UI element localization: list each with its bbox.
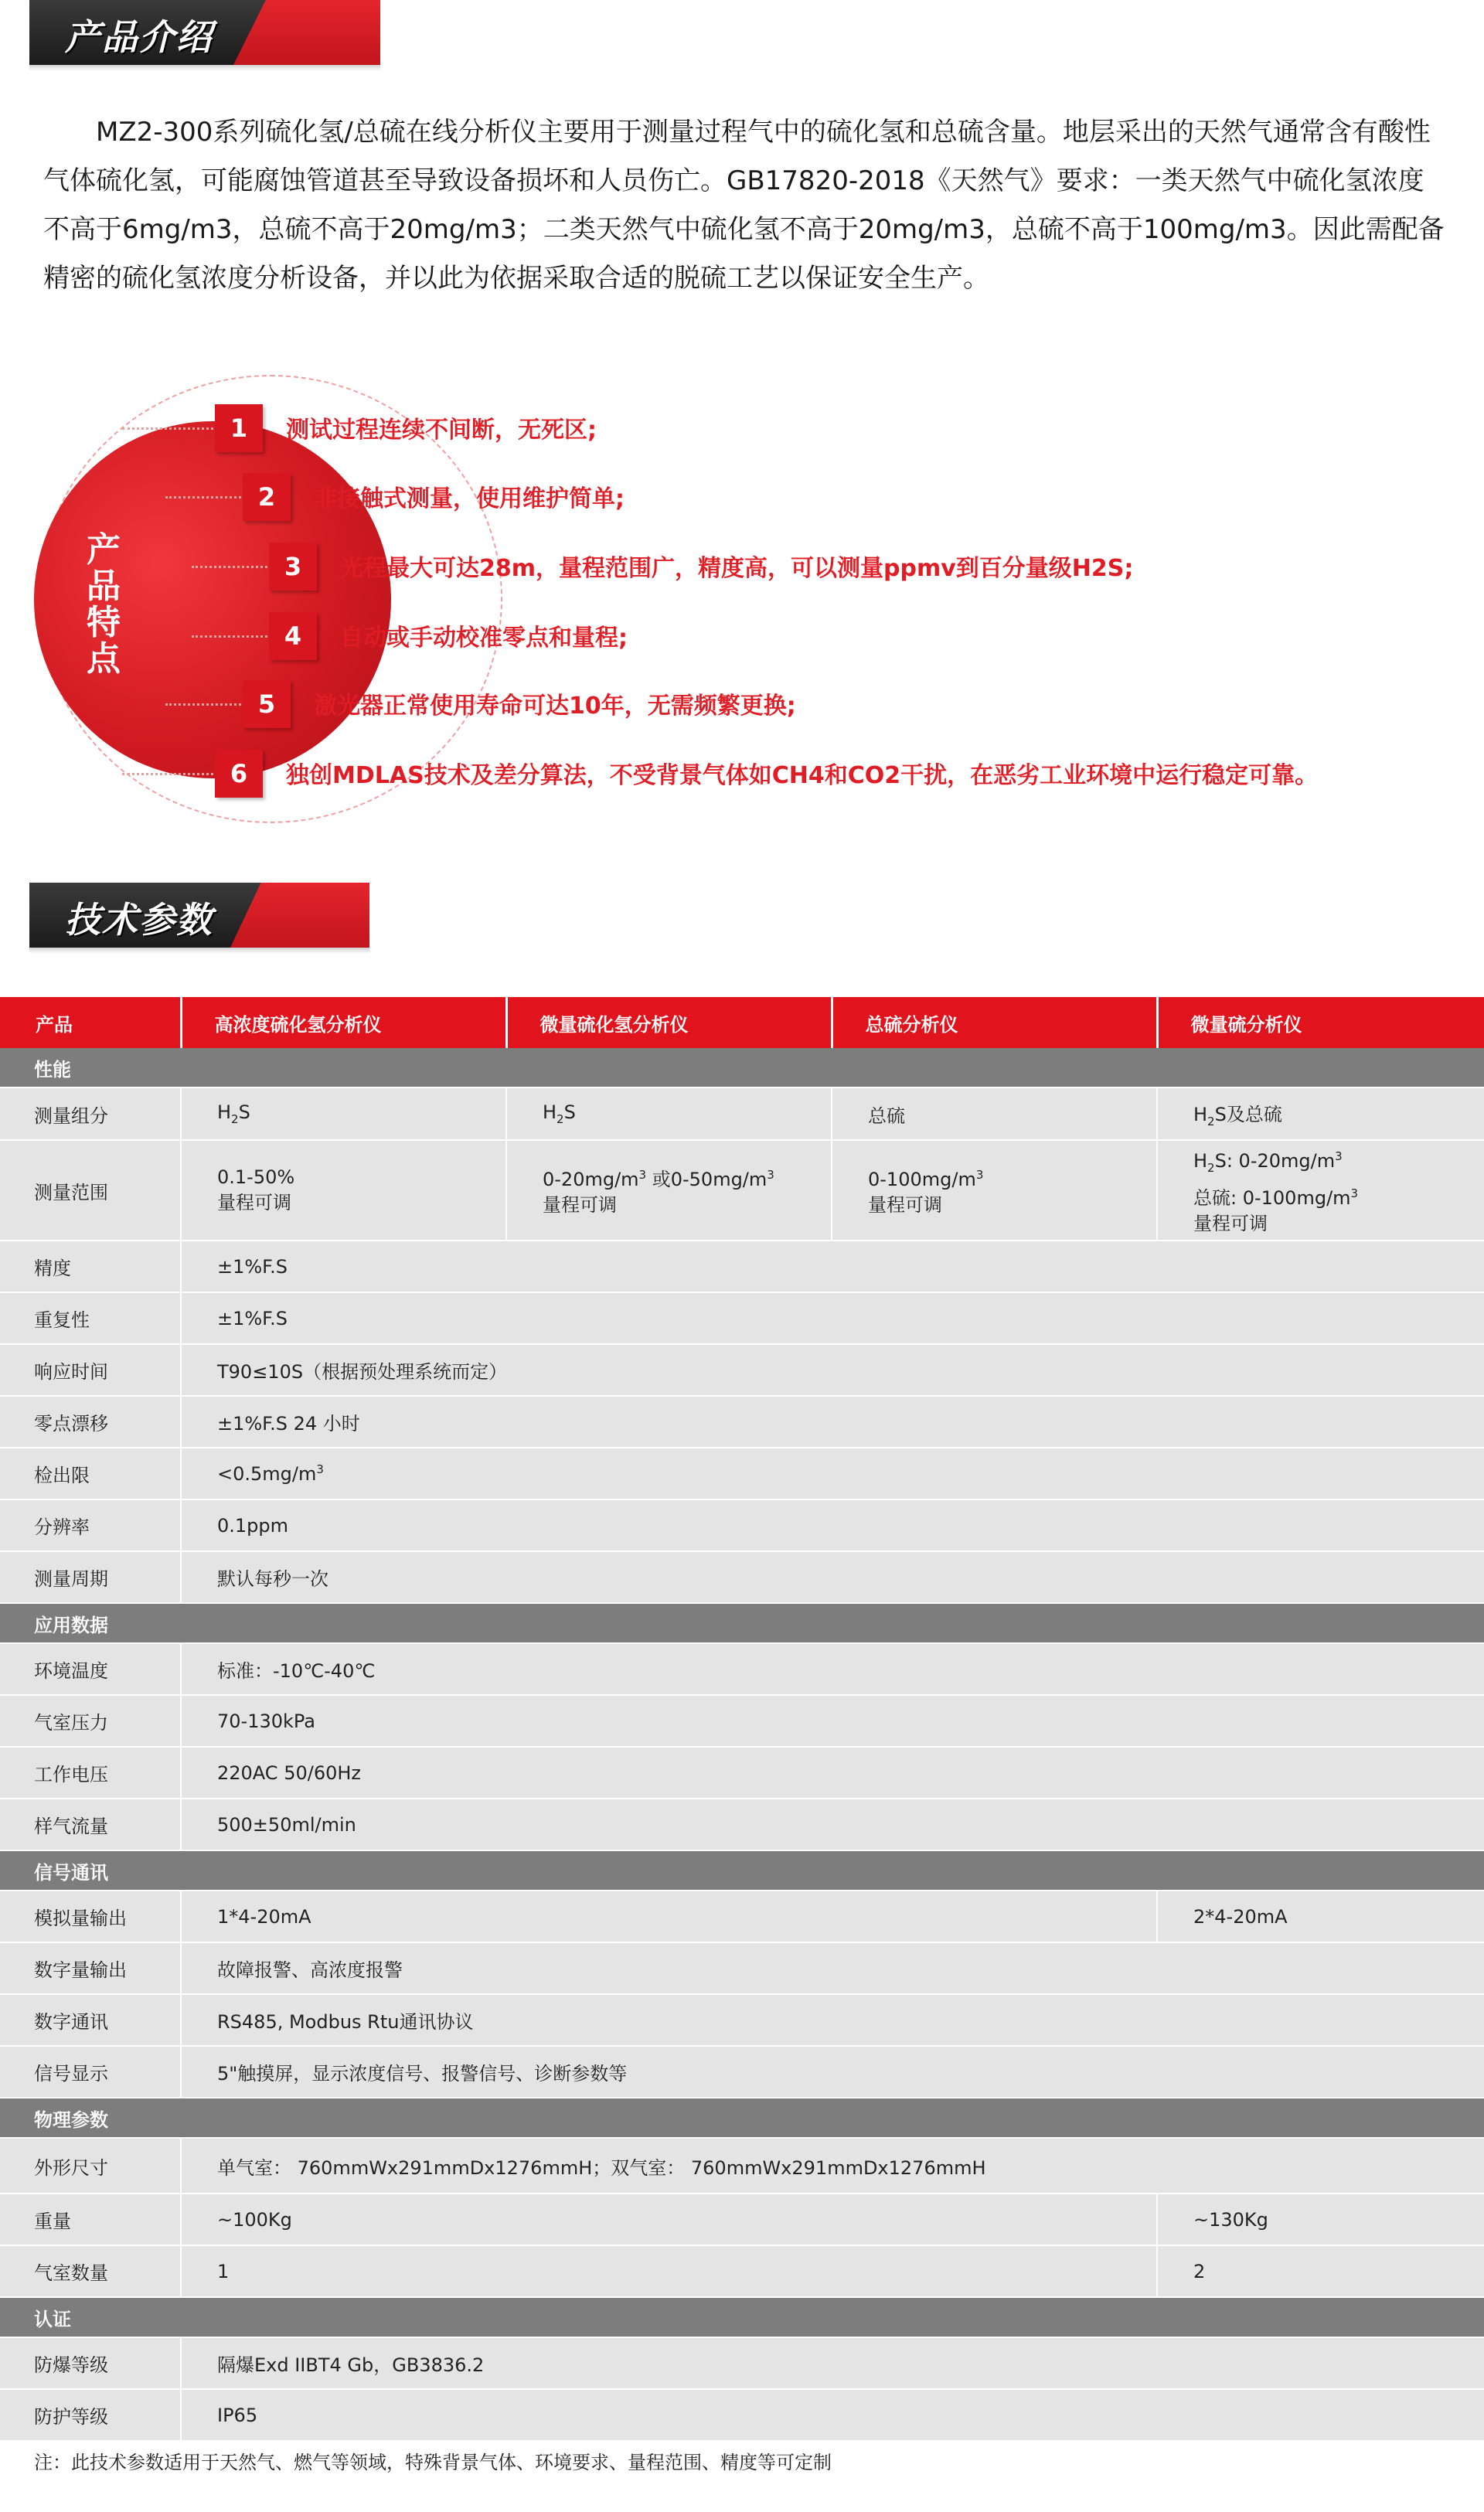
section-banner-specs xyxy=(29,883,369,948)
feature-number: 6 xyxy=(215,750,263,798)
table-row: 防爆等级 隔爆Exd IIBT4 Gb，GB3836.2 xyxy=(0,2337,1484,2389)
table-row: 分辨率 0.1ppm xyxy=(0,1499,1484,1551)
table-row: 测量范围 0.1-50% 量程可调 $0-20mg/m^3$ 或$0-50mg/m^3$ 量程可调 $0-100mg/m^3$ 量程可调 $H_2S$: $0-20mg/m^3$ 总硫: $0-100mg/m^3$ 量程可调 xyxy=(0,1140,1484,1241)
feature-text: 光程最大可达28m，量程范围广，精度高，可以测量ppmv到百分量级H2S; xyxy=(340,555,1134,582)
table-row: 模拟量输出 1*4-20mA 2*4-20mA xyxy=(0,1891,1484,1942)
header-cell: 微量硫分析仪 xyxy=(1157,997,1484,1048)
section-row: 应用数据 xyxy=(0,1603,1484,1643)
header-cell: 产品 xyxy=(0,997,181,1048)
section-row: 性能 xyxy=(0,1048,1484,1088)
banner-shadow xyxy=(29,65,380,71)
table-row: 重量 ~100Kg ~130Kg xyxy=(0,2194,1484,2245)
header-cell: 微量硫化氢分析仪 xyxy=(506,997,832,1048)
header-cell: 总硫分析仪 xyxy=(832,997,1157,1048)
feature-connector xyxy=(122,427,213,430)
footnote: 注：此技术参数适用于天然气、燃气等领域，特殊背景气体、环境要求、量程范围、精度等可定制 xyxy=(34,2452,832,2473)
feature-connector xyxy=(165,496,241,499)
table-row: 重复性 ±1%F.S xyxy=(0,1292,1484,1344)
banner-shadow xyxy=(29,948,369,954)
feature-number: 3 xyxy=(269,543,317,591)
table-header-row xyxy=(0,997,1484,1048)
feature-text: 激光器正常使用寿命可达10年，无需频繁更换; xyxy=(314,693,796,720)
section-row: 认证 xyxy=(0,2297,1484,2337)
table-row: 样气流量 500±50ml/min xyxy=(0,1799,1484,1850)
feature-text: 独创MDLAS技术及差分算法，不受背景气体如CH4和CO2干扰，在恶劣工业环境中运行稳定可靠。 xyxy=(286,762,1319,789)
feature-number: 1 xyxy=(215,404,263,452)
section-title: 产品介绍 xyxy=(65,16,213,58)
table-row: 测量组分 $H_2S$ $H_2S$ 总硫 $H_2S$及总硫 xyxy=(0,1088,1484,1140)
section-banner-intro xyxy=(29,0,380,65)
section-row: 信号通讯 xyxy=(0,1850,1484,1891)
table-row: 响应时间 T90≤10S（根据预处理系统而定） xyxy=(0,1344,1484,1396)
feature-connector xyxy=(192,566,267,568)
header-cell: 高浓度硫化氢分析仪 xyxy=(181,997,506,1048)
feature-text: 非接触式测量，使用维护简单; xyxy=(314,485,625,512)
table-row: 数字量输出 故障报警、高浓度报警 xyxy=(0,1942,1484,1994)
feature-connector xyxy=(192,635,267,638)
feature-connector xyxy=(165,703,241,706)
feature-text: 测试过程连续不间断，无死区; xyxy=(286,417,597,444)
table-row: 检出限 $<0.5mg/m^3$ xyxy=(0,1448,1484,1499)
table-row: 数字通讯 RS485, Modbus Rtu通讯协议 xyxy=(0,1994,1484,2046)
feature-number: 5 xyxy=(243,680,291,728)
feature-number: 4 xyxy=(269,612,317,660)
section-title: 技术参数 xyxy=(65,899,213,941)
table-row: 精度 ±1%F.S xyxy=(0,1241,1484,1292)
table-row: 测量周期 默认每秒一次 xyxy=(0,1551,1484,1603)
feature-label: 产品特点 xyxy=(87,530,121,679)
table-row: 气室压力 70-130kPa xyxy=(0,1695,1484,1747)
feature-connector xyxy=(122,773,213,775)
table-row: 信号显示 5"触摸屏，显示浓度信号、报警信号、诊断参数等 xyxy=(0,2046,1484,2098)
spec-table xyxy=(0,997,1484,2442)
intro-paragraph: MZ2-300系列硫化氢/总硫在线分析仪主要用于测量过程气中的硫化氢和总硫含量。地层采出的天然气通常含有酸性气体硫化氢，可能腐蚀管道甚至导致设备损坏和人员伤亡。GB17820-2018《天然气》要求：一类天然气中硫化氢浓度不高于6mg/m3，总硫不高于20mg/m3；二类天然气中硫化氢不高于20mg/m3，总硫不高于100mg/m3。因此需配备精密的硫化氢浓度分析设备，并以此为依据采取合适的脱硫工艺以保证安全生产。 xyxy=(43,117,1445,294)
table-row: 气室数量 1 2 xyxy=(0,2245,1484,2297)
section-row: 物理参数 xyxy=(0,2098,1484,2138)
table-row: 零点漂移 ±1%F.S 24 小时 xyxy=(0,1396,1484,1448)
feature-number: 2 xyxy=(243,473,291,521)
table-row: 外形尺寸 单气室： 760mmWx291mmDx1276mmH；双气室： 760mmWx291mmDx1276mmH xyxy=(0,2138,1484,2194)
table-row: 工作电压 220AC 50/60Hz xyxy=(0,1747,1484,1799)
feature-text: 自动或手动校准零点和量程; xyxy=(340,625,628,652)
table-row: 环境温度 标准：-10℃-40℃ xyxy=(0,1643,1484,1695)
table-row: 防护等级 IP65 xyxy=(0,2389,1484,2441)
